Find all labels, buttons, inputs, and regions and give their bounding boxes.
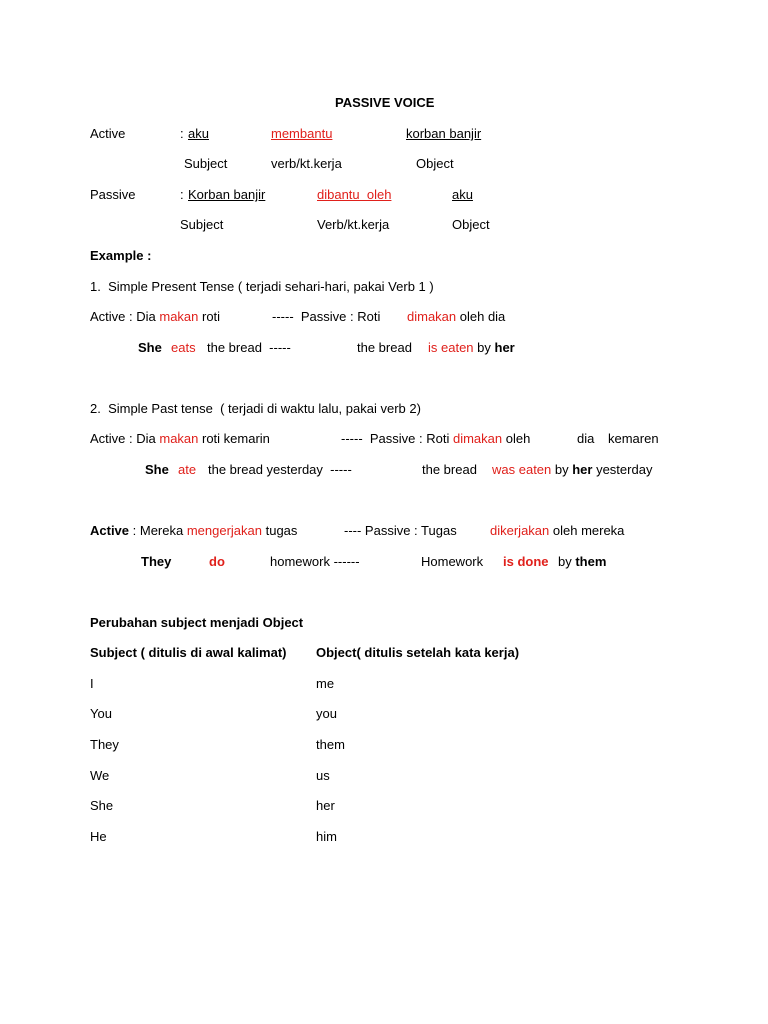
pronoun-object: him bbox=[316, 829, 337, 844]
active-object: korban banjir bbox=[406, 126, 482, 141]
mereka-en-object: homework ------ bbox=[270, 554, 360, 569]
past-active-line: Active : Dia makan roti kemarin bbox=[90, 431, 270, 446]
present-passive-line: dimakan oleh dia bbox=[407, 309, 506, 324]
present-passive-prefix: ----- Passive : Roti bbox=[272, 309, 381, 324]
passive-sub-verb: Verb/kt.kerja bbox=[317, 217, 390, 232]
pronoun-object: them bbox=[316, 737, 345, 752]
mereka-en-agent: them bbox=[575, 554, 607, 569]
pronoun-object: her bbox=[316, 798, 335, 813]
pronoun-subject: She bbox=[90, 798, 114, 813]
passive-colon: : bbox=[180, 187, 184, 202]
passive-sub-object: Object bbox=[452, 217, 490, 232]
present-en-pobj: the bread bbox=[357, 340, 412, 355]
past-en-agent: her bbox=[572, 462, 593, 477]
active-sub-subject: Subject bbox=[184, 156, 228, 171]
mereka-en-pobj: Homework bbox=[421, 554, 484, 569]
example-heading: Example : bbox=[90, 248, 152, 263]
mereka-passive-verb: dikerjakan bbox=[490, 523, 550, 538]
past-en-object: the bread yesterday ----- bbox=[208, 462, 352, 477]
mereka-en-pverb: is done bbox=[503, 554, 549, 569]
past-active-verb: makan bbox=[159, 431, 199, 446]
active-label: Active bbox=[90, 126, 126, 141]
present-heading: 1. Simple Present Tense ( terjadi sehari-hari, pakai Verb 1 ) bbox=[90, 279, 434, 294]
present-en-object: the bread ----- bbox=[207, 340, 291, 355]
page-title: PASSIVE VOICE bbox=[335, 95, 435, 110]
past-en-subject: She bbox=[145, 462, 169, 477]
past-passive-kemaren: kemaren bbox=[608, 431, 659, 446]
passive-object: aku bbox=[452, 187, 473, 202]
passive-subject: Korban banjir bbox=[188, 187, 266, 202]
past-en-pobj: the bread bbox=[422, 462, 477, 477]
present-passive-verb: dimakan bbox=[407, 309, 457, 324]
past-passive-verb: dimakan bbox=[452, 431, 503, 446]
passive-sub-subject: Subject bbox=[180, 217, 224, 232]
pronoun-col-subject: Subject ( ditulis di awal kalimat) bbox=[90, 645, 287, 660]
present-en-passive: is eaten by her bbox=[428, 340, 515, 355]
present-en-subject: She bbox=[138, 340, 162, 355]
present-en-verb: eats bbox=[171, 340, 196, 355]
passive-verb: dibantu oleh bbox=[317, 187, 392, 202]
mereka-en-verb: do bbox=[209, 554, 225, 569]
pronoun-subject: I bbox=[90, 676, 94, 691]
mereka-active-verb: mengerjakan bbox=[186, 523, 262, 538]
pronoun-subject: They bbox=[90, 737, 119, 752]
past-en-pverb: was eaten bbox=[492, 462, 552, 477]
mereka-active-line: Active : Mereka mengerjakan tugas bbox=[90, 523, 298, 538]
pronoun-object: you bbox=[316, 706, 337, 721]
past-en-verb: ate bbox=[178, 462, 197, 477]
mereka-en-subject: They bbox=[141, 554, 172, 569]
past-en-passive: was eaten by her yesterday bbox=[492, 462, 653, 477]
pronoun-subject: He bbox=[90, 829, 107, 844]
pronoun-object: us bbox=[316, 768, 330, 783]
present-active-line: Active : Dia makan roti bbox=[90, 309, 221, 324]
past-heading: 2. Simple Past tense ( terjadi di waktu lalu, pakai verb 2) bbox=[90, 401, 421, 416]
present-en-agent: her bbox=[494, 340, 515, 355]
present-active-verb: makan bbox=[159, 309, 199, 324]
mereka-active-label: Active bbox=[90, 523, 130, 538]
present-en-pverb: is eaten bbox=[428, 340, 474, 355]
pronoun-object: me bbox=[316, 676, 335, 691]
mereka-passive-line: dikerjakan oleh mereka bbox=[490, 523, 625, 538]
mereka-passive-prefix: ---- Passive : Tugas bbox=[344, 523, 457, 538]
active-subject: aku bbox=[188, 126, 209, 141]
active-sub-verb: verb/kt.kerja bbox=[271, 156, 342, 171]
active-verb: membantu bbox=[271, 126, 333, 141]
pronoun-subject: We bbox=[90, 768, 110, 783]
pronoun-col-object: Object( ditulis setelah kata kerja) bbox=[316, 645, 520, 660]
pronoun-heading: Perubahan subject menjadi Object bbox=[90, 615, 304, 630]
active-colon: : bbox=[180, 126, 184, 141]
past-passive-line: ----- Passive : Roti dimakan oleh bbox=[341, 431, 531, 446]
active-sub-object: Object bbox=[416, 156, 454, 171]
passive-label: Passive bbox=[90, 187, 136, 202]
pronoun-subject: You bbox=[90, 706, 112, 721]
past-passive-dia: dia bbox=[577, 431, 595, 446]
mereka-en-passive: by them bbox=[558, 554, 607, 569]
